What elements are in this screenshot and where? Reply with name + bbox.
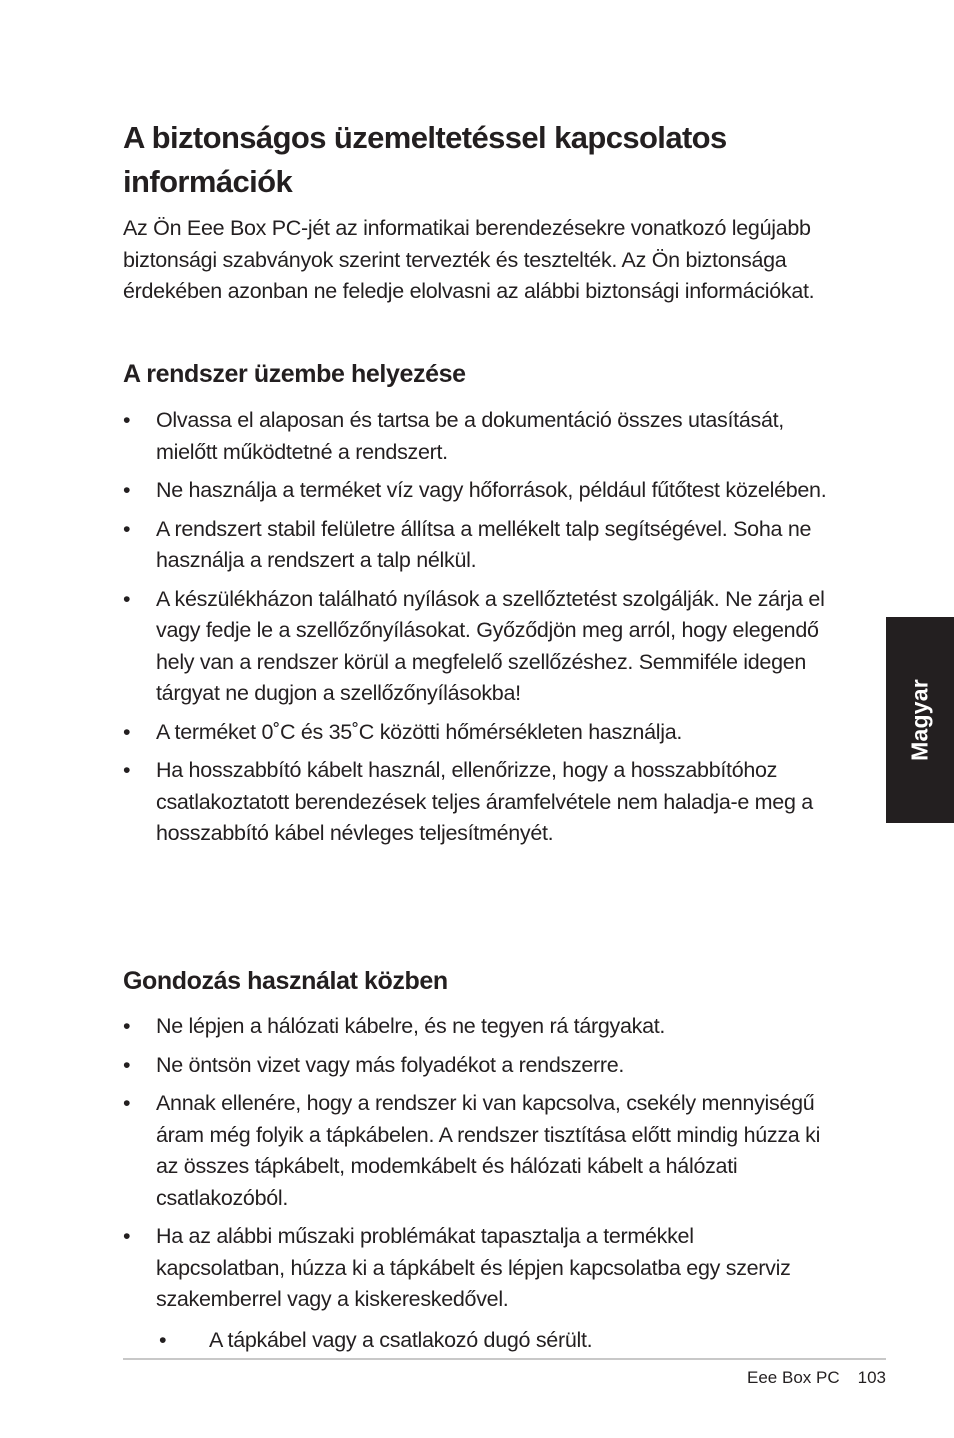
- language-tab-label: Magyar: [906, 679, 933, 761]
- page-title: A biztonságos üzemeltetéssel kapcsolatos információk: [123, 120, 727, 199]
- list-item: [123, 1050, 828, 1082]
- list-item-text: Ne öntsön vizet vagy más folyadékot a rendszerre.: [156, 1052, 625, 1077]
- setup-list: [123, 405, 828, 850]
- list-item-text: Ha hosszabbító kábelt használ, ellenőrizze, hogy a hosszabbítóhoz csatlakoztatott berendezések teljes áramfelvétele nem haladja-e meg a hosszabbító kábel névleges teljesítményét.: [156, 758, 813, 845]
- bullet-icon: •: [123, 516, 131, 541]
- section-heading-care: Gondozás használat közben: [123, 967, 448, 995]
- footer-product-name: Eee Box PC: [747, 1368, 840, 1387]
- bullet-icon: •: [123, 1091, 131, 1115]
- list-item-text: Ha az alábbi műszaki problémákat tapasztalja a termékkel kapcsolatban, húzza ki a tápkábelt és lépjen kapcsolatba egy szerviz szakemberrel vagy a kiskereskedővel.: [156, 1224, 791, 1311]
- sub-list-item: [159, 1325, 819, 1357]
- bullet-icon: •: [123, 1014, 131, 1038]
- list-item-text: A készülékházon található nyílások a szellőztetést szolgálják. Ne zárja el vagy fedje le a szellőzőnyílásokat. Győződjön meg arról, hogy elegendő hely van a rendszer körül a megfelelő szellőzéshez. Semmiféle idegen tárgyat ne dugjon a szellőzőnyílásokba!: [156, 586, 825, 705]
- list-item: [123, 514, 828, 577]
- list-item: [123, 584, 828, 710]
- list-item: [123, 1011, 828, 1043]
- list-item: [123, 1088, 828, 1214]
- list-item-text: Ne lépjen a hálózati kábelre, és ne tegyen rá tárgyakat.: [156, 1014, 666, 1038]
- bullet-icon: •: [123, 408, 131, 432]
- footer-divider: [123, 1358, 886, 1360]
- bullet-icon: •: [159, 1328, 167, 1352]
- sub-list-item-text: A tápkábel vagy a csatlakozó dugó sérült.: [209, 1328, 593, 1352]
- bullet-icon: •: [123, 758, 131, 782]
- page-number: 103: [857, 1368, 886, 1387]
- list-item: [123, 1221, 828, 1316]
- language-tab: [886, 617, 954, 823]
- list-item-text: Annak ellenére, hogy a rendszer ki van kapcsolva, csekély mennyiségű áram még folyik a tápkábelen. A rendszer tisztítása előtt mindig húzza ki az összes tápkábelt, modemkábelt és hálózati kábelt a hálózati csatlakozóból.: [156, 1091, 821, 1210]
- list-item: [123, 475, 828, 507]
- bullet-icon: •: [123, 719, 131, 744]
- sub-list: [159, 1325, 819, 1357]
- intro-paragraph: Az Ön Eee Box PC-jét az informatikai berendezésekre vonatkozó legújabb biztonsági szabványok szerint tervezték és tesztelték. Az Ön biztonsága érdekében azonban ne feledje elolvasni az alábbi biztonsági információkat.: [123, 216, 815, 303]
- section-heading-setup: A rendszer üzembe helyezése: [123, 360, 466, 388]
- list-item: [123, 755, 828, 850]
- list-item-text: Ne használja a terméket víz vagy hőforrások, például fűtőtest közelében.: [156, 478, 827, 502]
- list-item-text: A terméket 0˚C és 35˚C közötti hőmérsékleten használja.: [156, 719, 683, 744]
- list-item-text: Olvassa el alaposan és tartsa be a dokumentáció összes utasítását, mielőtt működtetné a rendszert.: [156, 408, 784, 464]
- bullet-icon: •: [123, 1224, 131, 1248]
- list-item-text: A rendszert stabil felületre állítsa a mellékelt talp segítségével. Soha ne használja a rendszert a talp nélkül.: [156, 516, 812, 572]
- list-item: [123, 405, 828, 468]
- bullet-icon: •: [123, 586, 131, 611]
- bullet-icon: •: [123, 1052, 131, 1077]
- page-footer: [747, 1367, 886, 1389]
- care-list: [123, 1011, 828, 1316]
- list-item: [123, 717, 828, 749]
- bullet-icon: •: [123, 478, 131, 502]
